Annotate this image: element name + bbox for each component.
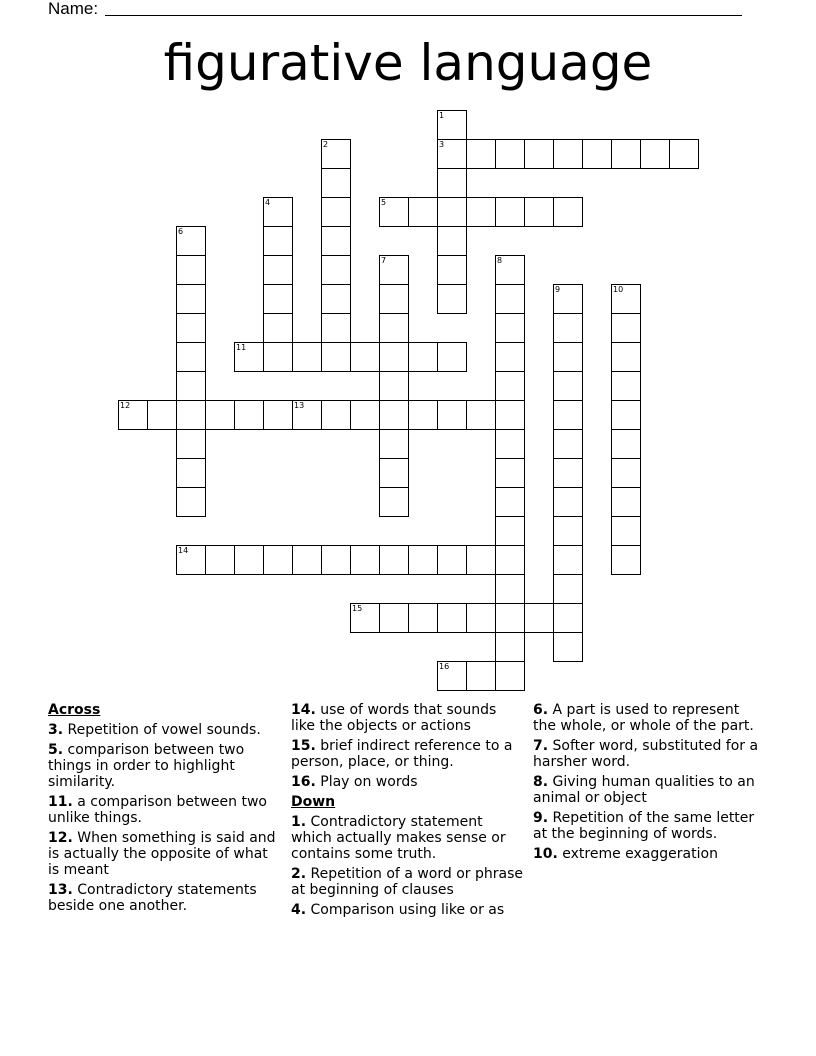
grid-cell[interactable] xyxy=(437,342,467,372)
clue xyxy=(48,830,280,878)
grid-cell[interactable] xyxy=(176,342,206,372)
grid-cell[interactable] xyxy=(321,313,351,343)
grid-cell[interactable] xyxy=(524,197,554,227)
clue xyxy=(533,846,765,862)
grid-cell[interactable] xyxy=(292,400,322,430)
grid-cell[interactable] xyxy=(263,400,293,430)
grid-cell[interactable] xyxy=(553,574,583,604)
clue-number: 2 xyxy=(323,140,329,149)
across-clue-list xyxy=(48,722,280,914)
grid-cell[interactable] xyxy=(176,545,206,575)
grid-cell[interactable] xyxy=(466,400,496,430)
grid-cell[interactable] xyxy=(495,400,525,430)
grid-cell[interactable] xyxy=(495,603,525,633)
grid-cell[interactable] xyxy=(437,168,467,198)
clue-number: 10 xyxy=(613,285,624,294)
grid-cell[interactable] xyxy=(611,139,641,169)
clue-text: extreme exaggeration xyxy=(557,846,718,862)
grid-cell[interactable] xyxy=(611,342,641,372)
grid-cell[interactable] xyxy=(466,661,496,691)
grid-cell[interactable] xyxy=(379,371,409,401)
clue-number-label: 7. xyxy=(533,738,549,754)
grid-cell[interactable] xyxy=(640,139,670,169)
clues-column-1 xyxy=(48,702,280,918)
name-label: Name: xyxy=(48,0,99,18)
grid-cell[interactable] xyxy=(553,545,583,575)
grid-cell[interactable] xyxy=(176,226,206,256)
grid-cell[interactable] xyxy=(176,255,206,285)
grid-cell[interactable] xyxy=(321,168,351,198)
clue xyxy=(48,742,280,790)
clue-number: 3 xyxy=(439,140,445,149)
grid-cell[interactable] xyxy=(437,284,467,314)
clue-number-label: 16. xyxy=(291,774,316,790)
clue xyxy=(533,774,765,806)
clue-number-label: 1. xyxy=(291,814,307,830)
clue xyxy=(48,794,280,826)
grid-cell[interactable] xyxy=(611,400,641,430)
grid-cell[interactable] xyxy=(321,139,351,169)
clue xyxy=(291,814,523,862)
grid-cell[interactable] xyxy=(611,545,641,575)
clue-number: 8 xyxy=(497,256,503,265)
clue-number: 9 xyxy=(555,285,561,294)
grid-cell[interactable] xyxy=(408,400,438,430)
clue-text: use of words that sounds like the objects or actions xyxy=(291,702,497,734)
clue-text: Comparison using like or as xyxy=(306,902,505,918)
grid-cell[interactable] xyxy=(466,139,496,169)
grid-cell[interactable] xyxy=(350,342,380,372)
grid-cell[interactable] xyxy=(582,139,612,169)
grid-cell[interactable] xyxy=(466,545,496,575)
clue-number: 12 xyxy=(120,401,131,410)
grid-cell[interactable] xyxy=(263,545,293,575)
grid-cell[interactable] xyxy=(495,342,525,372)
grid-cell[interactable] xyxy=(611,458,641,488)
clue-number-label: 2. xyxy=(291,866,307,882)
clue-number-label: 15. xyxy=(291,738,316,754)
grid-cell[interactable] xyxy=(611,487,641,517)
clue xyxy=(291,902,523,918)
grid-cell[interactable] xyxy=(263,313,293,343)
grid-cell[interactable] xyxy=(437,226,467,256)
clue-number: 16 xyxy=(439,662,450,671)
grid-cell[interactable] xyxy=(553,516,583,546)
clue-number: 4 xyxy=(265,198,271,207)
across-clue-list-continued xyxy=(291,702,523,790)
clue xyxy=(533,702,765,734)
grid-cell[interactable] xyxy=(321,255,351,285)
grid-cell[interactable] xyxy=(321,197,351,227)
grid-cell[interactable] xyxy=(611,313,641,343)
grid-cell[interactable] xyxy=(350,603,380,633)
grid-cell[interactable] xyxy=(205,545,235,575)
down-heading: Down xyxy=(291,794,336,810)
grid-cell[interactable] xyxy=(437,603,467,633)
grid-cell[interactable] xyxy=(524,139,554,169)
grid-cell[interactable] xyxy=(611,371,641,401)
clues-column-3 xyxy=(533,702,765,866)
clue-number-label: 8. xyxy=(533,774,549,790)
clue-number-label: 13. xyxy=(48,882,73,898)
grid-cell[interactable] xyxy=(234,545,264,575)
clue xyxy=(533,810,765,842)
grid-cell[interactable] xyxy=(176,429,206,459)
grid-cell[interactable] xyxy=(408,603,438,633)
clue-number-label: 4. xyxy=(291,902,307,918)
grid-cell[interactable] xyxy=(292,545,322,575)
grid-cell[interactable] xyxy=(553,458,583,488)
grid-cell[interactable] xyxy=(408,342,438,372)
clue-number-label: 5. xyxy=(48,742,64,758)
grid-cell[interactable] xyxy=(263,226,293,256)
clue-text: Repetition of the same letter at the beginning of words. xyxy=(533,810,755,842)
grid-cell[interactable] xyxy=(234,400,264,430)
grid-cell[interactable] xyxy=(437,661,467,691)
clue xyxy=(291,738,523,770)
clue xyxy=(48,882,280,914)
clue-number-label: 10. xyxy=(533,846,558,862)
clue xyxy=(291,866,523,898)
grid-cell[interactable] xyxy=(495,574,525,604)
clue-text: Giving human qualities to an animal or object xyxy=(533,774,755,806)
grid-cell[interactable] xyxy=(553,197,583,227)
clue-number-label: 14. xyxy=(291,702,316,718)
grid-cell[interactable] xyxy=(437,545,467,575)
clue-number: 1 xyxy=(439,111,445,120)
grid-cell[interactable] xyxy=(495,661,525,691)
grid-cell[interactable] xyxy=(379,429,409,459)
grid-cell[interactable] xyxy=(321,400,351,430)
clue-text: Play on words xyxy=(315,774,418,790)
grid-cell[interactable] xyxy=(379,487,409,517)
puzzle-title: figurative language xyxy=(163,34,653,92)
clue-text: Contradictory statements beside one another. xyxy=(48,882,257,914)
clue xyxy=(533,738,765,770)
grid-cell[interactable] xyxy=(292,342,322,372)
grid-cell[interactable] xyxy=(466,197,496,227)
grid-cell[interactable] xyxy=(437,110,467,140)
across-heading: Across xyxy=(48,702,101,718)
grid-cell[interactable] xyxy=(437,139,467,169)
grid-cell[interactable] xyxy=(379,545,409,575)
grid-cell[interactable] xyxy=(495,197,525,227)
grid-cell[interactable] xyxy=(495,545,525,575)
clue-number: 6 xyxy=(178,227,184,236)
grid-cell[interactable] xyxy=(611,429,641,459)
grid-cell[interactable] xyxy=(263,284,293,314)
clue-text: comparison between two things in order to highlight similarity. xyxy=(48,742,245,790)
grid-cell[interactable] xyxy=(495,255,525,285)
grid-cell[interactable] xyxy=(321,342,351,372)
clue-number-label: 11. xyxy=(48,794,73,810)
grid-cell[interactable] xyxy=(176,284,206,314)
clue-text: brief indirect reference to a person, place, or thing. xyxy=(291,738,513,770)
grid-cell[interactable] xyxy=(437,197,467,227)
grid-cell[interactable] xyxy=(321,226,351,256)
down-clue-list xyxy=(291,814,523,918)
grid-cell[interactable] xyxy=(176,371,206,401)
clue xyxy=(291,702,523,734)
grid-cell[interactable] xyxy=(234,342,264,372)
grid-cell[interactable] xyxy=(611,284,641,314)
clue-number: 13 xyxy=(294,401,305,410)
grid-cell[interactable] xyxy=(553,284,583,314)
grid-cell[interactable] xyxy=(176,313,206,343)
grid-cell[interactable] xyxy=(350,545,380,575)
grid-cell[interactable] xyxy=(437,255,467,285)
clue xyxy=(48,722,280,738)
grid-cell[interactable] xyxy=(408,545,438,575)
grid-cell[interactable] xyxy=(321,545,351,575)
grid-cell[interactable] xyxy=(495,487,525,517)
grid-cell[interactable] xyxy=(553,313,583,343)
clue-number-label: 9. xyxy=(533,810,549,826)
grid-cell[interactable] xyxy=(379,284,409,314)
clue xyxy=(291,774,523,790)
clue-number: 14 xyxy=(178,546,189,555)
grid-cell[interactable] xyxy=(611,516,641,546)
grid-cell[interactable] xyxy=(466,603,496,633)
clue-number: 15 xyxy=(352,604,363,613)
clue-text: Repetition of a word or phrase at beginning of clauses xyxy=(291,866,523,898)
grid-cell[interactable] xyxy=(118,400,148,430)
clue-text: When something is said and is actually the opposite of what is meant xyxy=(48,830,276,878)
clues-column-2 xyxy=(291,702,523,922)
grid-cell[interactable] xyxy=(553,371,583,401)
grid-cell[interactable] xyxy=(495,371,525,401)
down-clue-list-continued xyxy=(533,702,765,862)
clue-text: Repetition of vowel sounds. xyxy=(63,722,261,738)
clue-number: 5 xyxy=(381,198,387,207)
grid-cell[interactable] xyxy=(553,400,583,430)
grid-cell[interactable] xyxy=(553,487,583,517)
grid-cell[interactable] xyxy=(553,429,583,459)
clue-text: A part is used to represent the whole, or whole of the part. xyxy=(533,702,754,734)
clue-number: 11 xyxy=(236,343,247,352)
grid-cell[interactable] xyxy=(176,458,206,488)
clue-number-label: 6. xyxy=(533,702,549,718)
grid-cell[interactable] xyxy=(495,516,525,546)
grid-cell[interactable] xyxy=(495,313,525,343)
grid-cell[interactable] xyxy=(437,400,467,430)
clue-text: a comparison between two unlike things. xyxy=(48,794,267,826)
grid-cell[interactable] xyxy=(379,400,409,430)
clue-number: 7 xyxy=(381,256,387,265)
grid-cell[interactable] xyxy=(379,255,409,285)
grid-cell[interactable] xyxy=(176,487,206,517)
grid-cell[interactable] xyxy=(408,197,438,227)
grid-cell[interactable] xyxy=(263,255,293,285)
grid-cell[interactable] xyxy=(669,139,699,169)
grid-cell[interactable] xyxy=(495,284,525,314)
grid-cell[interactable] xyxy=(147,400,177,430)
grid-cell[interactable] xyxy=(263,197,293,227)
grid-cell[interactable] xyxy=(495,458,525,488)
grid-cell[interactable] xyxy=(495,139,525,169)
grid-cell[interactable] xyxy=(379,342,409,372)
grid-cell[interactable] xyxy=(321,284,351,314)
clue-number-label: 12. xyxy=(48,830,73,846)
grid-cell[interactable] xyxy=(553,603,583,633)
grid-cell[interactable] xyxy=(379,313,409,343)
grid-cell[interactable] xyxy=(553,139,583,169)
grid-cell[interactable] xyxy=(524,603,554,633)
grid-cell[interactable] xyxy=(176,400,206,430)
grid-cell[interactable] xyxy=(205,400,235,430)
grid-cell[interactable] xyxy=(553,342,583,372)
grid-cell[interactable] xyxy=(495,632,525,662)
grid-cell[interactable] xyxy=(379,458,409,488)
clue-text: Contradictory statement which actually makes sense or contains some truth. xyxy=(291,814,506,862)
grid-cell[interactable] xyxy=(495,429,525,459)
grid-cell[interactable] xyxy=(350,400,380,430)
clue-number-label: 3. xyxy=(48,722,64,738)
grid-cell[interactable] xyxy=(553,632,583,662)
grid-cell[interactable] xyxy=(379,197,409,227)
grid-cell[interactable] xyxy=(263,342,293,372)
grid-cell[interactable] xyxy=(379,603,409,633)
clue-text: Softer word, substituted for a harsher word. xyxy=(533,738,759,770)
